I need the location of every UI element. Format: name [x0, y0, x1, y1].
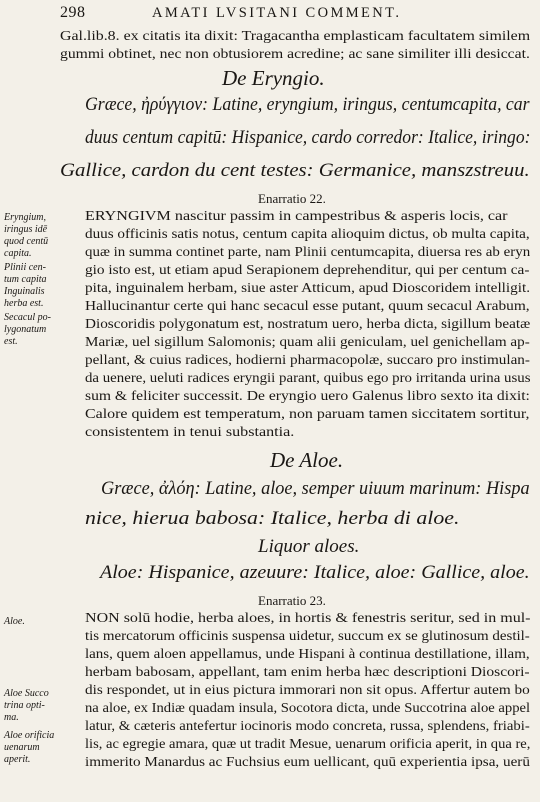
- body-line: da uenere, ueluti radices eryngii parant, quibus ego pro irritanda urina usus: [85, 371, 531, 386]
- body-line: na aloe, ex Indiæ quadam insula, Socotora dicta, unde Succotrina aloe appel: [85, 701, 531, 716]
- margin-note-line: capita.: [4, 248, 32, 259]
- body-line: Hallucinantur certe qui hanc secacul esse putant, quum secacul Arabum,: [85, 299, 530, 314]
- synonyms-line: Aloe: Hispanice, azeuure: Italice, aloe: Gallice, aloe.: [100, 562, 530, 583]
- margin-note-plinii: [4, 262, 74, 310]
- margin-note-eryngium: [4, 212, 74, 260]
- body-line: tis mercatorum officinis suspensa uidetur, succum ex se glutinosum destil-: [85, 629, 530, 644]
- margin-note-line: Aloe.: [4, 616, 25, 627]
- margin-note-line: Inguinalis: [4, 286, 45, 297]
- page-header: [60, 4, 526, 24]
- margin-note-line: trina opti-: [4, 700, 45, 711]
- body-line: quæ in summa continet parte, nam Plinii centumcapita, diuersa res ab eryn: [85, 245, 531, 260]
- body-line: lis, ac egregie amara, quæ ut tradit Mesue, uenarum orificia aperit, in qua re,: [85, 737, 531, 752]
- body-line: pellant, & cuius radices, hodierni pharmacopolæ, succaro pro instimulan-: [85, 353, 530, 368]
- synonyms-line: duus centum capitū: Hispanice, cardo corredor: Italice, iringo:: [85, 127, 531, 148]
- margin-note-line: iringus idē: [4, 224, 48, 235]
- body-line: immerito Manardus ac Fuchsius eum uellicant, quū experientia ipsa, uerū: [85, 755, 530, 770]
- running-title: AMATI LVSITANI COMMENT.: [152, 5, 402, 21]
- margin-note-line: ma.: [4, 712, 19, 723]
- enarratio-label: Enarratio 23.: [258, 593, 326, 608]
- margin-note-line: lygonatum: [4, 324, 47, 335]
- margin-note-line: uenarum: [4, 742, 40, 753]
- body-line: dis respondet, ut in eius pictura immorari non sit opus. Affertur autem bo: [85, 683, 530, 698]
- margin-note-line: Aloe orificia: [4, 730, 55, 741]
- margin-note-line: aperit.: [4, 754, 31, 765]
- body-line: Dioscoridis polygonatum est, nostratum uero, herba dicta, sigillum beatæ: [85, 317, 531, 332]
- synonyms-line: Gallice, cardon du cent testes: Germanice, manszstreuu.: [60, 160, 530, 181]
- subheading-liquor-aloes: Liquor aloes.: [258, 536, 360, 557]
- body-line: NON solū hodie, herba aloes, in hortis & fenestris seritur, sed in mul-: [85, 611, 531, 626]
- body-line: gio isto est, ut etiam apud Serapionem deprehenditur, qui per centum ca-: [85, 263, 530, 278]
- synonyms-line: Græce, ἠρύγγιον: Latine, eryngium, iringus, centumcapita, car: [85, 94, 530, 115]
- margin-note-line: Plinii cen-: [4, 262, 46, 273]
- text-line: gummi obtinet, nec non obtusiorem acredine; ac sane similiter illi desiccat.: [60, 47, 530, 62]
- enarratio-label: Enarratio 22.: [258, 191, 326, 206]
- page-number: 298: [60, 4, 86, 21]
- margin-note-line: quod centū: [4, 236, 49, 247]
- body-line: consistentem in tenui substantia.: [85, 425, 295, 440]
- synonyms-line: Græce, ἀλόη: Latine, aloe, semper uiuum marinum: Hispa: [101, 478, 530, 499]
- margin-note-line: herba est.: [4, 298, 44, 309]
- margin-note-line: tum capita: [4, 274, 47, 285]
- body-line: ERYNGIVM nascitur passim in campestribus & asperis locis, car: [85, 209, 508, 224]
- margin-note-line: est.: [4, 336, 18, 347]
- body-line: sum & feliciter successit. De eryngio uero Galenus libro sexto ita dixit:: [85, 389, 530, 404]
- margin-note-line: Eryngium,: [4, 212, 46, 223]
- body-line: herbam babosam, appellant, tam enim herba hæc descriptioni Dioscori-: [85, 665, 530, 680]
- margin-note-secacul: [4, 312, 74, 348]
- body-line: Mariæ, uel sigillum Salomonis; quam alii geniculam, uel genichellam ap-: [85, 335, 530, 350]
- margin-note-orificia: [4, 730, 74, 766]
- margin-note-line: Aloe Succo: [4, 688, 49, 699]
- body-line: latur, & cæteris antefertur iocinoris modo concreta, russa, splendens, friabi-: [85, 719, 530, 734]
- text-line: Gal.lib.8. ex citatis ita dixit: Tragacantha emplasticam facultatem similem: [60, 29, 531, 44]
- margin-note-line: Secacul po-: [4, 312, 51, 323]
- body-line: lans, quem aloen appellamus, unde Hispani à continua destillatione, illam,: [85, 647, 530, 662]
- section-heading-aloe: De Aloe.: [270, 448, 344, 472]
- synonyms-line: nice, hierua babosa: Italice, herba di aloe.: [85, 508, 460, 529]
- body-line: pita, inguinalem herbam, siue aster Atticum, apud Dioscoridem intelligit.: [85, 281, 531, 296]
- margin-note-succotrina: [4, 688, 74, 724]
- body-line: duus officinis satis notus, centum capita alioquim dictus, ob multa capita,: [85, 227, 530, 242]
- margin-note-aloe: [4, 616, 74, 628]
- section-heading-eryngio: De Eryngio.: [222, 66, 325, 90]
- body-line: Calore quidem est temperatum, non paruam tamen siccitatem sortitur,: [85, 407, 530, 422]
